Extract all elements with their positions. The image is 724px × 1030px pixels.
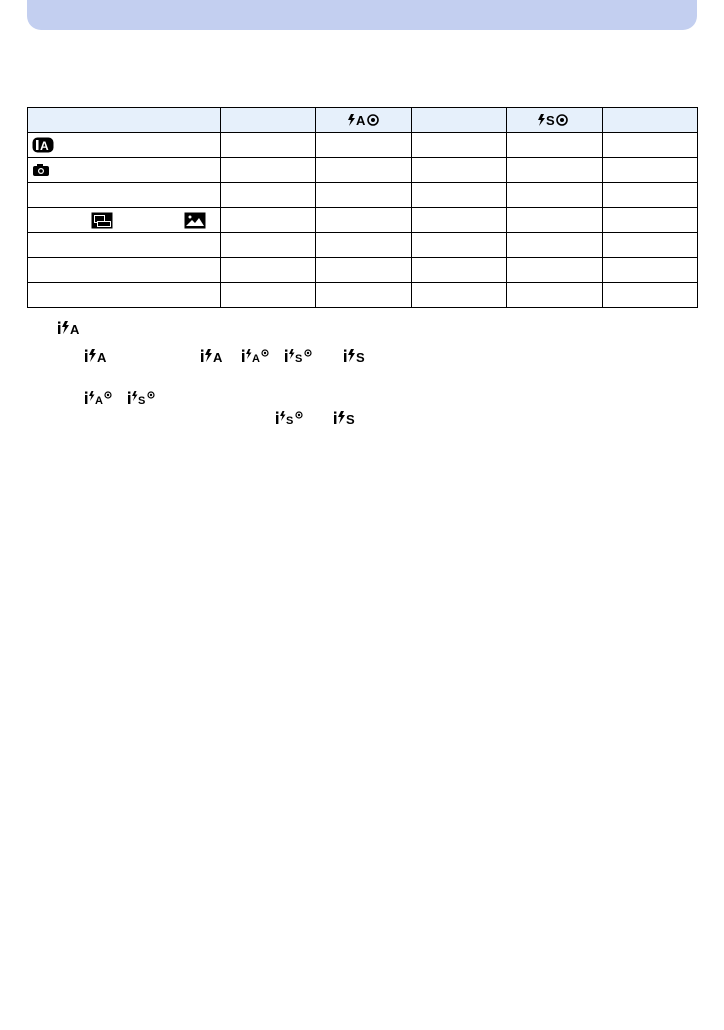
svg-text:S: S <box>546 113 556 128</box>
note-line-2 <box>284 348 314 364</box>
row-label-camera <box>28 158 221 183</box>
iflash-slow-icon <box>333 410 359 426</box>
table-cell <box>316 158 411 183</box>
note-line-1 <box>57 320 83 336</box>
svg-text:A: A <box>70 322 80 336</box>
table-cell <box>507 258 602 283</box>
flash-slow-redeye-icon <box>537 113 571 127</box>
table-cell <box>602 158 697 183</box>
table-cell <box>221 258 316 283</box>
svg-text:A: A <box>40 139 49 153</box>
table-cell <box>602 208 697 233</box>
camera-icon <box>32 163 50 177</box>
table-row <box>28 283 698 308</box>
table-cell <box>411 233 506 258</box>
svg-text:S: S <box>295 353 303 364</box>
table-row <box>28 208 698 233</box>
table-cell <box>411 258 506 283</box>
table-cell <box>602 133 697 158</box>
iflash-slow-icon <box>343 348 369 364</box>
table-cell <box>316 283 411 308</box>
svg-text:S: S <box>356 350 365 364</box>
table-cell <box>221 158 316 183</box>
iflash-slow-redeye-icon <box>127 390 157 406</box>
flash-auto-redeye-icon <box>347 113 381 127</box>
svg-text:A: A <box>95 395 103 406</box>
table-cell <box>507 233 602 258</box>
svg-text:S: S <box>138 395 146 406</box>
note-line-4 <box>333 410 359 426</box>
table-cell <box>507 283 602 308</box>
table-cell <box>28 283 221 308</box>
iflash-auto-redeye-icon <box>84 390 114 406</box>
svg-text:A: A <box>252 353 260 364</box>
table-cell <box>316 133 411 158</box>
iflash-auto-redeye-icon <box>241 348 271 364</box>
note-line-3 <box>127 390 157 406</box>
table-cell <box>316 233 411 258</box>
table-row <box>28 133 698 158</box>
table-cell <box>602 283 697 308</box>
table-cell <box>602 183 697 208</box>
landscape-scene-icon <box>184 212 206 229</box>
iflash-slow-redeye-icon <box>284 348 314 364</box>
table-cell <box>316 208 411 233</box>
table-row <box>28 233 698 258</box>
portrait-scene-icon <box>91 212 113 229</box>
svg-text:A: A <box>213 350 223 364</box>
table-cell <box>507 183 602 208</box>
note-line-2 <box>84 348 110 364</box>
svg-text:S: S <box>286 415 294 426</box>
header-cell <box>221 108 316 133</box>
table-cell <box>316 183 411 208</box>
table-cell <box>221 233 316 258</box>
section-header-bar <box>27 0 697 30</box>
row-label-scene-icons <box>28 208 221 233</box>
table-cell <box>411 183 506 208</box>
table-cell <box>221 133 316 158</box>
table-header-row <box>28 108 698 133</box>
iflash-slow-redeye-icon <box>275 410 305 426</box>
table-cell <box>411 133 506 158</box>
table-cell <box>28 183 221 208</box>
header-cell <box>602 108 697 133</box>
table-cell <box>221 183 316 208</box>
note-line-4 <box>275 410 305 426</box>
svg-text:S: S <box>346 412 355 426</box>
table-row <box>28 183 698 208</box>
table-cell <box>221 283 316 308</box>
svg-text:A: A <box>97 350 107 364</box>
table-cell <box>411 208 506 233</box>
table-cell <box>507 208 602 233</box>
table-cell <box>221 208 316 233</box>
note-line-2 <box>241 348 271 364</box>
table-cell <box>602 258 697 283</box>
note-line-2 <box>200 348 226 364</box>
iflash-auto-icon <box>200 348 226 364</box>
table-row <box>28 158 698 183</box>
note-line-2 <box>343 348 369 364</box>
table-cell <box>28 233 221 258</box>
iflash-auto-icon <box>57 320 83 336</box>
header-cell <box>411 108 506 133</box>
flash-settings-table <box>27 107 698 308</box>
table-cell <box>411 158 506 183</box>
header-cell-flash-slow-redeye <box>507 108 602 133</box>
row-label-intelligent-auto <box>28 133 221 158</box>
table-row <box>28 258 698 283</box>
table-cell <box>602 233 697 258</box>
header-cell <box>28 108 221 133</box>
table-cell <box>411 283 506 308</box>
header-cell-flash-auto-redeye <box>316 108 411 133</box>
intelligent-auto-icon <box>32 137 54 153</box>
svg-text:A: A <box>355 113 365 128</box>
table-cell <box>507 158 602 183</box>
table-cell <box>28 258 221 283</box>
table-cell <box>507 133 602 158</box>
note-line-3 <box>84 390 114 406</box>
iflash-auto-icon <box>84 348 110 364</box>
table-cell <box>316 258 411 283</box>
